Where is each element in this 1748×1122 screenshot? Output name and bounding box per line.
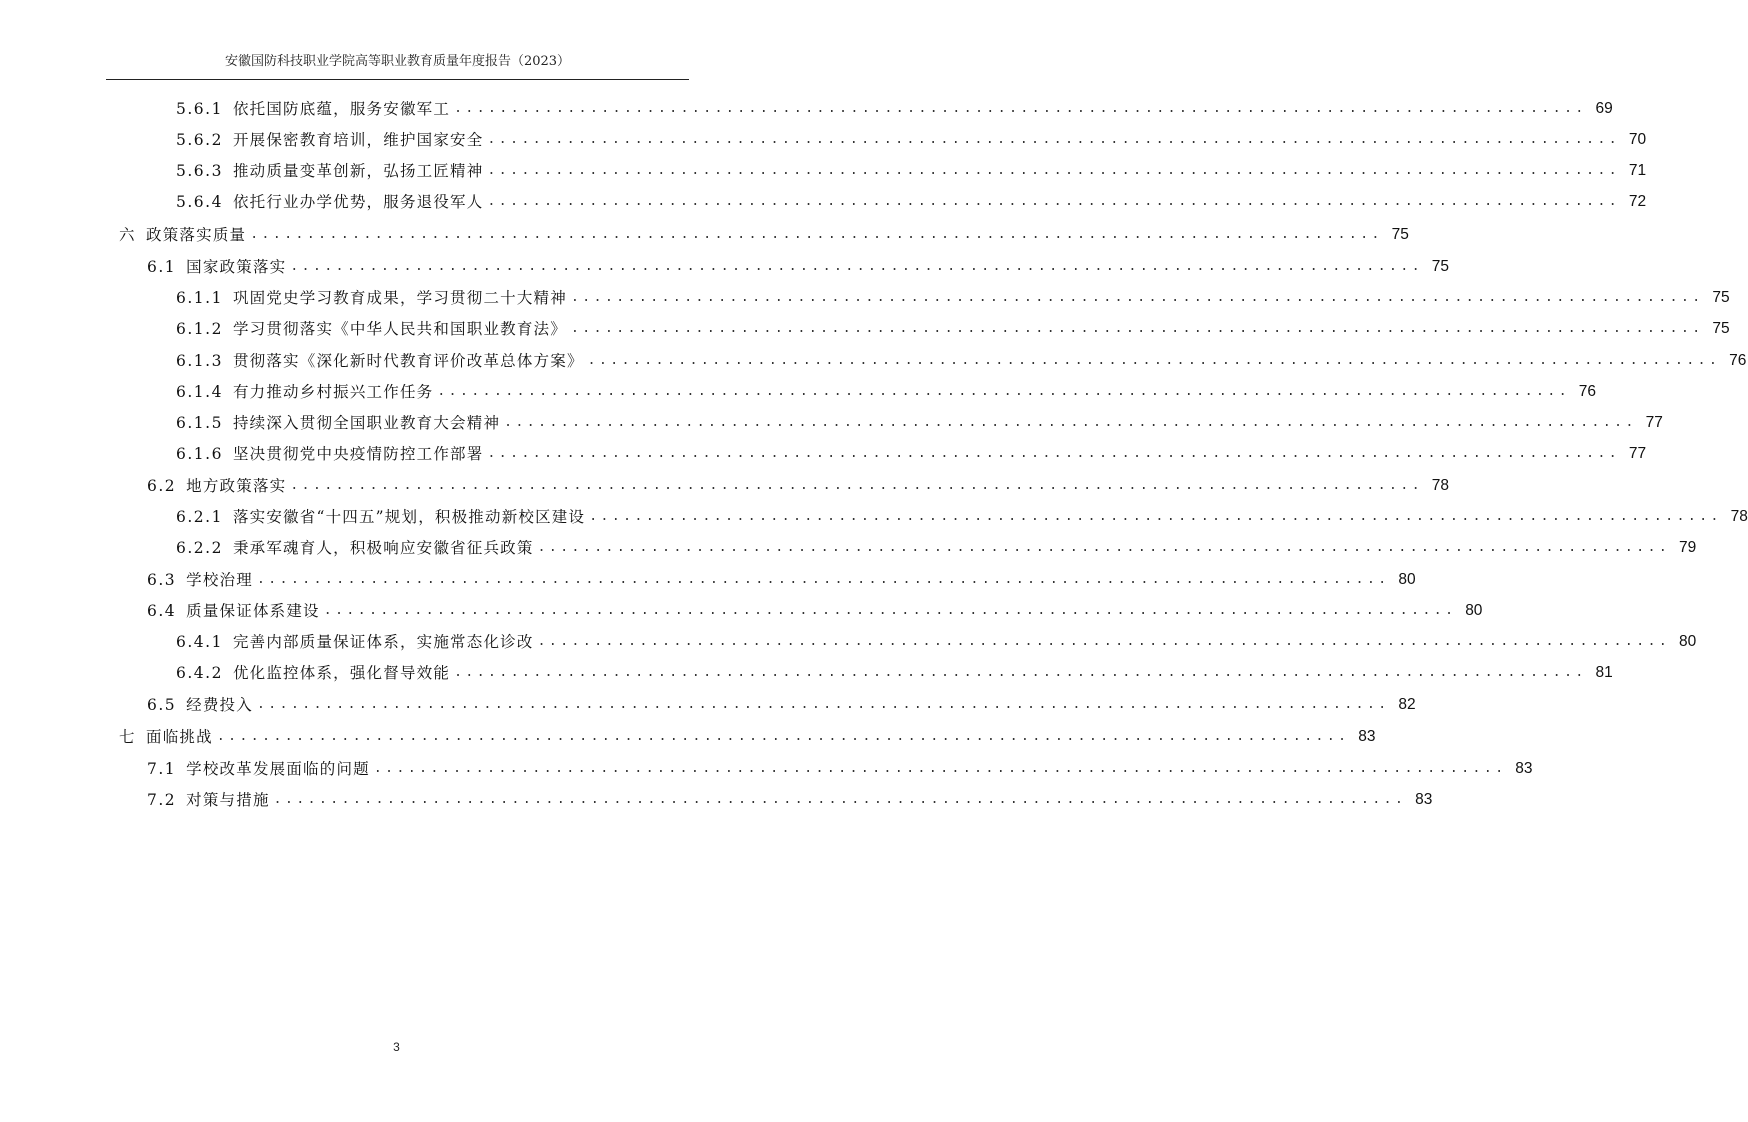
toc-entry-title: 学校改革发展面临的问题	[186, 760, 370, 778]
toc-leader-dots: ....................................................................................................	[487, 132, 1621, 147]
toc-entry-title: 政策落实质量	[146, 226, 247, 244]
toc-entry-page: 71	[1628, 162, 1647, 179]
toc-entry-page: 80	[1398, 571, 1416, 588]
toc-entry-page: 82	[1398, 696, 1416, 713]
toc-entry-number: 七	[119, 728, 137, 746]
toc-leader-dots: ....................................................................................................	[487, 163, 1621, 178]
toc-leader-dots: ....................................................................................................	[250, 227, 1383, 242]
toc-entry[interactable]	[147, 694, 1416, 716]
toc-entry[interactable]	[176, 443, 1647, 465]
toc-entry-page: 76	[1729, 352, 1747, 369]
toc-entry-number: 6.5	[147, 696, 177, 714]
toc-entry-number: 6.1.2	[176, 320, 223, 338]
toc-entry-page: 77	[1645, 414, 1663, 431]
toc-entry-title: 学习贯彻落实《中华人民共和国职业教育法》	[232, 320, 567, 338]
page-footer	[0, 1040, 793, 1054]
toc-entry-title: 对策与措施	[186, 791, 270, 809]
toc-leader-dots: ....................................................................................................	[587, 353, 1721, 368]
toc-entry-title: 完善内部质量保证体系，实施常态化诊改	[232, 633, 534, 651]
toc-leader-dots: ....................................................................................................	[454, 665, 1587, 680]
toc-entry-page: 75	[1391, 226, 1409, 243]
toc-leader-dots: ....................................................................................................	[504, 415, 1637, 430]
toc-entry[interactable]	[147, 475, 1450, 497]
toc-leader-dots: ....................................................................................................	[273, 792, 1407, 807]
toc-entry[interactable]	[176, 412, 1663, 434]
toc-entry-number: 6.1	[147, 258, 177, 276]
toc-entry[interactable]	[147, 758, 1533, 780]
toc-entry-page: 83	[1415, 791, 1433, 808]
toc-entry[interactable]	[176, 381, 1597, 403]
toc-leader-dots: ....................................................................................................	[487, 194, 1621, 209]
toc-leader-dots: ....................................................................................................	[256, 697, 1390, 712]
toc-entry-title: 巩固党史学习教育成果，学习贯彻二十大精神	[232, 289, 567, 307]
toc-entry-title: 持续深入贯彻全国职业教育大会精神	[232, 414, 501, 432]
toc-entry-page: 75	[1431, 258, 1450, 275]
toc-entry[interactable]	[147, 569, 1416, 591]
toc-leader-dots: ....................................................................................................	[290, 259, 1424, 274]
toc-entry-title: 秉承军魂育人，积极响应安徽省征兵政策	[232, 539, 534, 557]
toc-leader-dots: ....................................................................................................	[290, 478, 1424, 493]
toc-entry-title: 坚决贯彻党中央疫情防控工作部署	[232, 445, 484, 463]
toc-entry[interactable]	[147, 789, 1433, 811]
toc-entry-number: 5.6.3	[176, 162, 223, 180]
toc-entry-page: 76	[1578, 383, 1597, 400]
toc-leader-dots: ....................................................................................................	[537, 634, 1671, 649]
toc-entry[interactable]	[176, 287, 1730, 309]
toc-entry-page: 78	[1431, 477, 1450, 494]
toc-entry[interactable]	[176, 662, 1613, 684]
toc-entry[interactable]	[119, 224, 1409, 246]
toc-entry-page: 83	[1358, 728, 1376, 745]
toc-entry[interactable]	[176, 506, 1748, 528]
toc-entry-title: 有力推动乡村振兴工作任务	[232, 383, 434, 401]
toc-entry-number: 6.1.6	[176, 445, 223, 463]
toc-entry-number: 7.1	[147, 760, 177, 778]
toc-entry-number: 6.4.1	[176, 633, 223, 651]
toc-entry-title: 开展保密教育培训，维护国家安全	[232, 131, 484, 149]
toc-entry-title: 优化监控体系，强化督导效能	[232, 664, 451, 682]
toc-entry-page: 70	[1628, 131, 1647, 148]
toc-entry-number: 6.2.1	[176, 508, 223, 526]
toc-entry-page: 83	[1515, 760, 1533, 777]
toc-entry-number: 6.3	[147, 571, 177, 589]
toc-entry-page: 80	[1465, 602, 1483, 619]
toc-leader-dots: ....................................................................................................	[537, 540, 1671, 555]
toc-entry-page: 75	[1712, 320, 1730, 337]
toc-leader-dots: ....................................................................................................	[570, 321, 1704, 336]
toc-entry[interactable]	[176, 537, 1697, 559]
toc-entry[interactable]	[147, 256, 1450, 278]
toc-leader-dots: ....................................................................................................	[570, 290, 1704, 305]
toc-entry-page: 81	[1595, 664, 1613, 681]
toc-entry-title: 学校治理	[186, 571, 253, 589]
toc-entry-number: 6.1.4	[176, 383, 223, 401]
toc-entry-title: 依托国防底蕴，服务安徽军工	[232, 100, 451, 118]
toc-entry-number: 6.2	[147, 477, 177, 495]
toc-leader-dots: ....................................................................................................	[487, 446, 1621, 461]
toc-entry-page: 80	[1678, 633, 1697, 650]
toc-entry-page: 77	[1628, 445, 1647, 462]
toc-entry-page: 69	[1595, 100, 1613, 117]
toc-entry-page: 72	[1628, 193, 1647, 210]
toc-entry-title: 地方政策落实	[186, 477, 287, 495]
toc-leader-dots: ....................................................................................................	[589, 509, 1722, 524]
toc-entry[interactable]	[176, 318, 1730, 340]
toc-entry-title: 面临挑战	[146, 728, 213, 746]
toc-entry[interactable]	[176, 129, 1647, 151]
toc-entry-title: 落实安徽省“十四五”规划，积极推动新校区建设	[232, 508, 586, 526]
toc-entry-title: 依托行业办学优势，服务退役军人	[232, 193, 484, 211]
toc-entry-title: 推动质量变革创新，弘扬工匠精神	[232, 162, 484, 180]
toc-entry-title: 经费投入	[186, 696, 253, 714]
toc-leader-dots: ....................................................................................................	[323, 603, 1457, 618]
toc-entry[interactable]	[176, 160, 1647, 182]
toc-leader-dots: ....................................................................................................	[454, 101, 1587, 116]
toc-leader-dots: ....................................................................................................	[216, 729, 1350, 744]
page-number: 3	[393, 1040, 400, 1054]
toc-entry-number: 6.1.5	[176, 414, 223, 432]
toc-entry[interactable]	[176, 98, 1613, 120]
toc-entry-page: 78	[1730, 508, 1748, 525]
toc-entry-number: 6.1.1	[176, 289, 223, 307]
toc-entry-number: 5.6.4	[176, 193, 223, 211]
toc-entry-number: 6.4.2	[176, 664, 223, 682]
toc-entry[interactable]	[176, 631, 1697, 653]
toc-entry[interactable]	[119, 726, 1376, 748]
toc-entry-number: 5.6.2	[176, 131, 223, 149]
toc-entry[interactable]	[176, 191, 1647, 213]
toc-entry-title: 国家政策落实	[186, 258, 287, 276]
header-title: 安徽国防科技职业学院高等职业教育质量年度报告（2023）	[224, 54, 571, 69]
toc-leader-dots: ....................................................................................................	[437, 384, 1571, 399]
toc-leader-dots: ....................................................................................................	[373, 761, 1507, 776]
toc-entry-number: 6.2.2	[176, 539, 223, 557]
toc-entry-title: 质量保证体系建设	[186, 602, 320, 620]
toc-entry-title: 贯彻落实《深化新时代教育评价改革总体方案》	[232, 352, 584, 370]
toc-entry[interactable]	[176, 350, 1747, 372]
toc-entry-page: 79	[1678, 539, 1697, 556]
toc-entry[interactable]	[147, 600, 1483, 622]
toc-entry-number: 6.1.3	[176, 352, 223, 370]
toc-leader-dots: ....................................................................................................	[256, 572, 1390, 587]
toc-entry-number: 7.2	[147, 791, 177, 809]
toc-entry-number: 6.4	[147, 602, 177, 620]
toc-entry-number: 5.6.1	[176, 100, 223, 118]
toc-entry-number: 六	[119, 226, 137, 244]
toc-entry-page: 75	[1712, 289, 1730, 306]
